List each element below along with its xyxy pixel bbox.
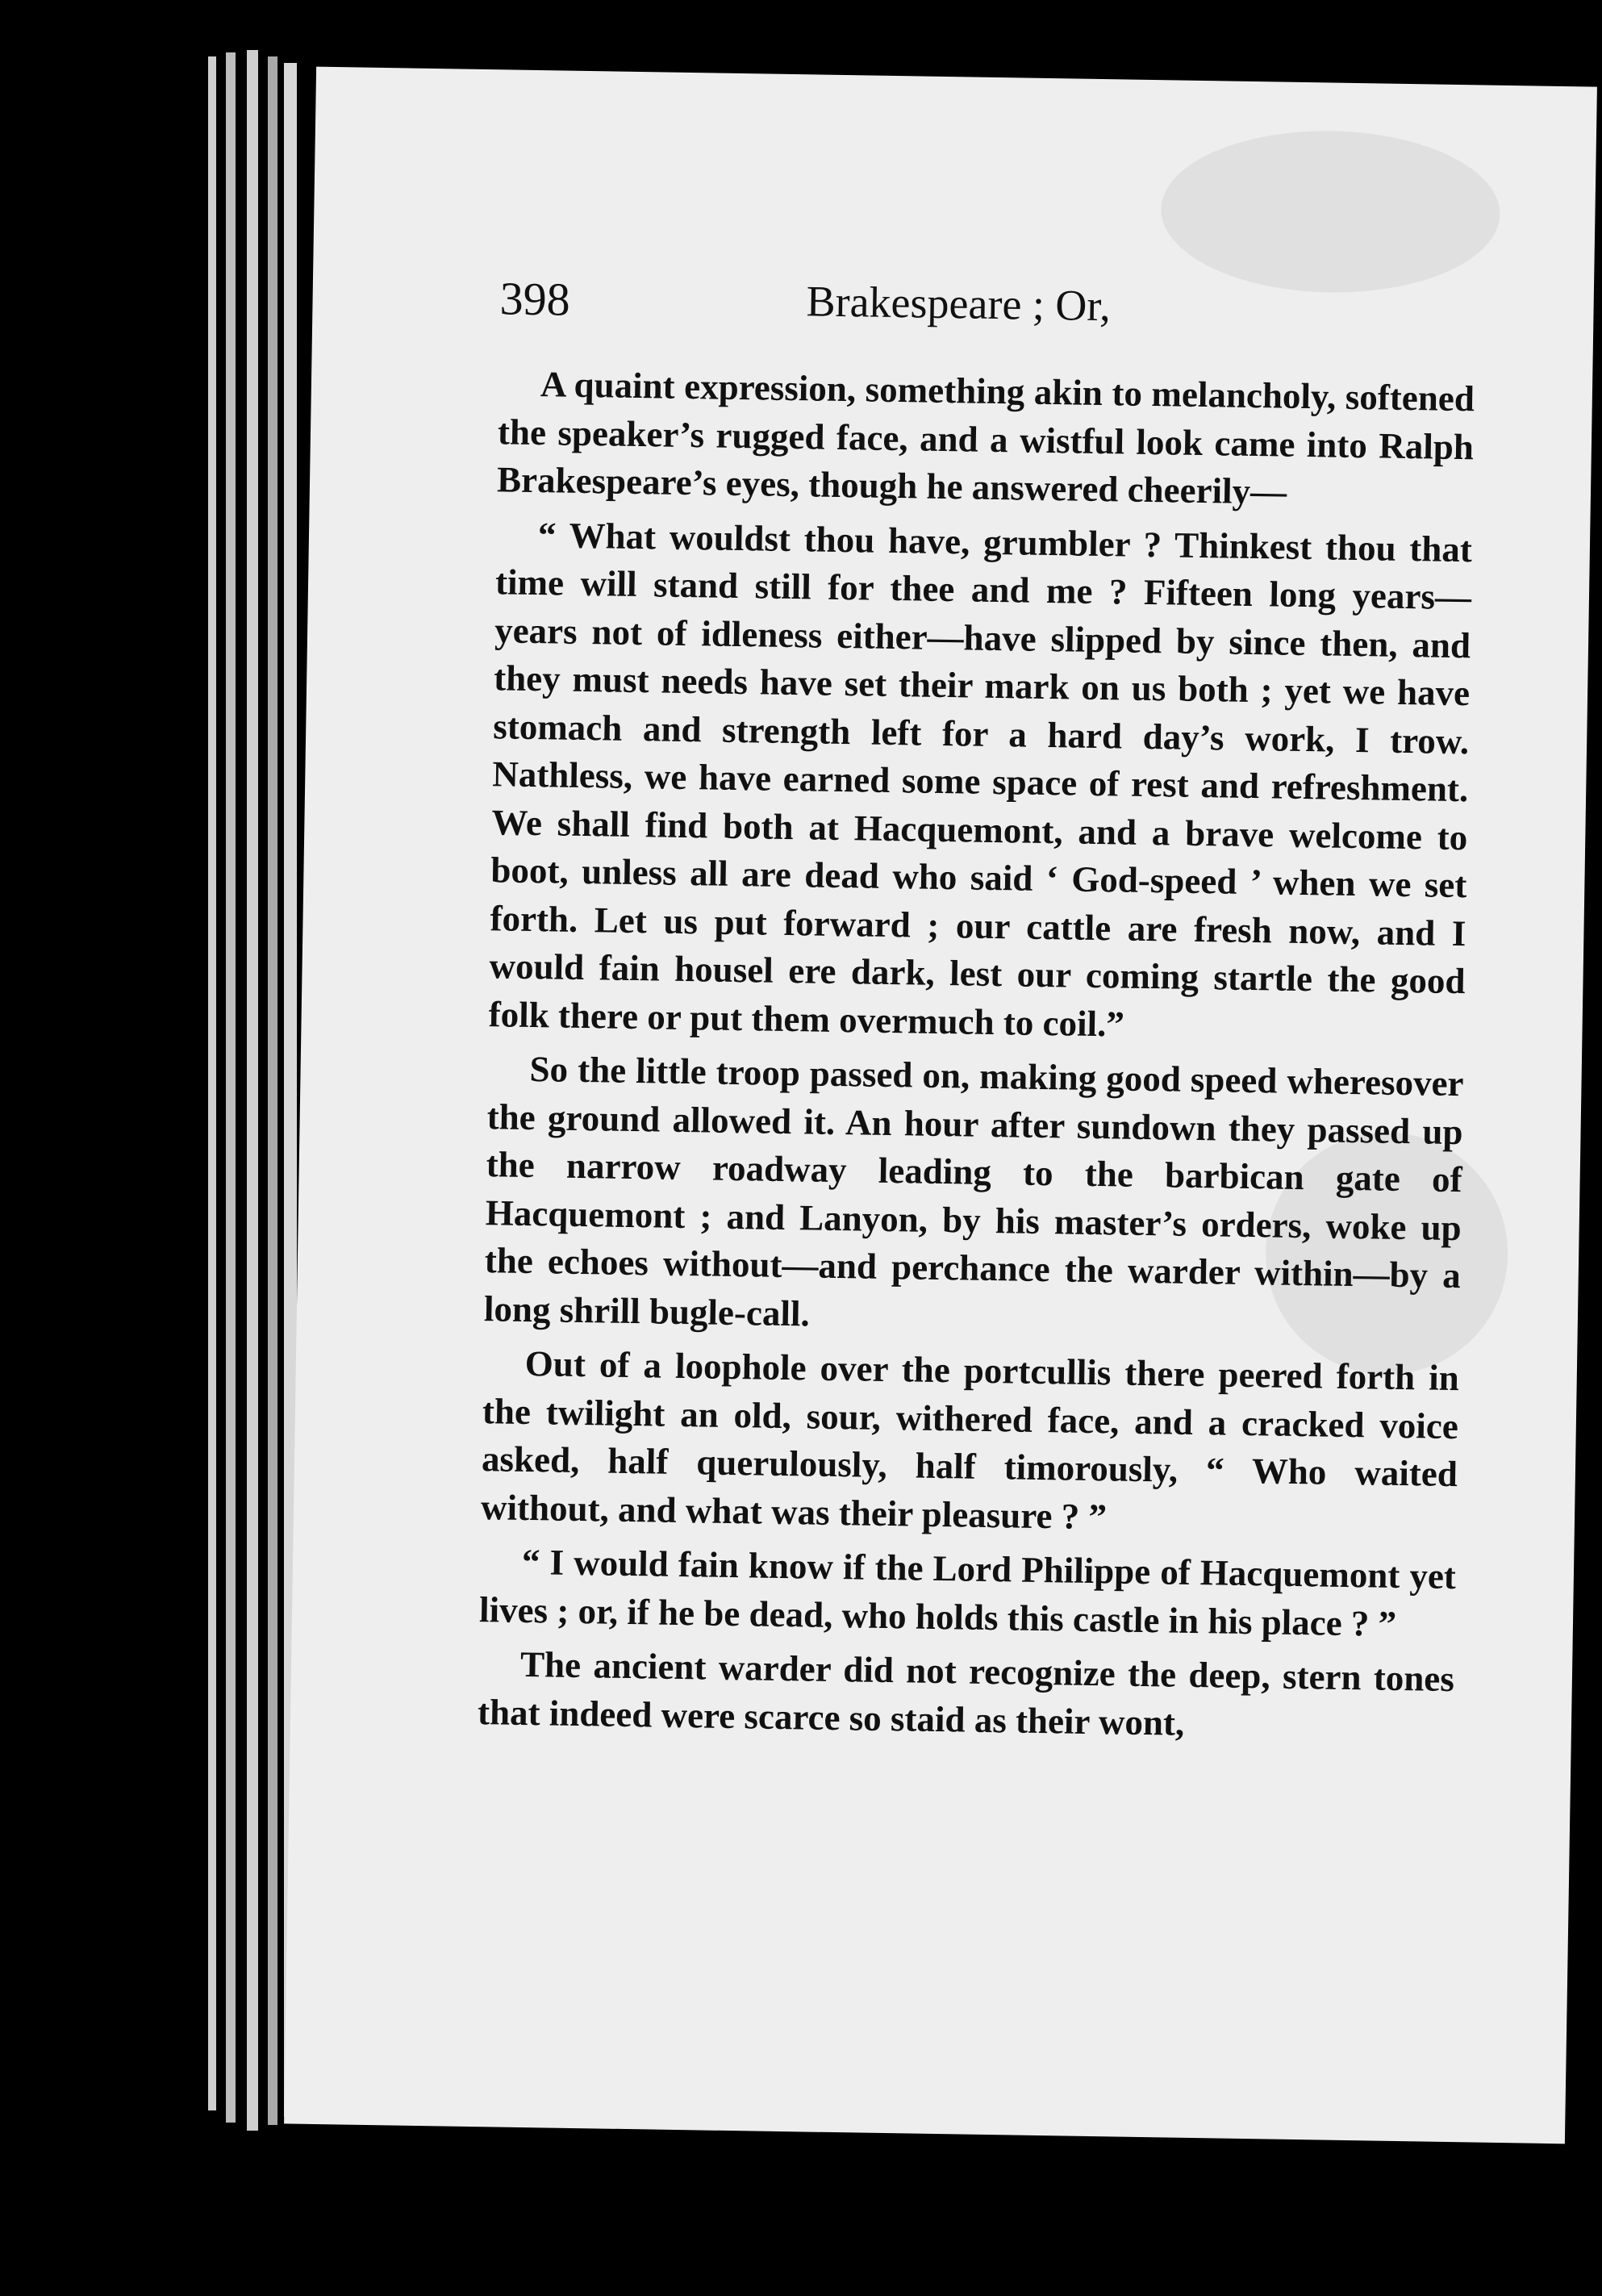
book-edge: [208, 56, 216, 2110]
paragraph: So the little troop passed on, making good speed wheresover the ground allowed it. An hour after sundown they passed up the narrow roadway leading to the barbican gate of Hacquemont ; and Lanyon, by his master’s orders, woke up the echoes without—and perchance the warder within—by a long shrill bugle-call.: [483, 1048, 1464, 1334]
book-edge: [268, 56, 277, 2125]
book-edge: [226, 52, 236, 2123]
page-stain: [1160, 128, 1501, 295]
book-edge: [247, 50, 258, 2131]
page-number: 398: [499, 272, 571, 326]
paragraph: A quaint expression, something akin to melancholy, softened the speaker’s rugged face, and a wistful look came into Ralph Brakespeare’s eyes, though he answered cheerily—: [496, 364, 1475, 512]
page-content: [478, 271, 1477, 1758]
page-header: [499, 271, 1476, 375]
paragraph: “ What wouldst thou have, grumbler ? Thinkest thou that time will stand still for thee and me ? Fifteen long years—years not of idleness either—have slipped by since then, and they must needs have set their mark on us both ; yet we have stomach and strength left for a hard day’s work, I trow. Nathless, we have earned some space of rest and refreshment. We shall find both at Hacquemont, and a brave welcome to boot, unless all are dead who said ‘ God-speed ’ when we set forth. Let us put forward ; our cattle are fresh now, and I would fain housel ere dark, lest our coming startle the good folk there or put them overmuch to coil.”: [488, 514, 1473, 1045]
running-head: Brakespeare ; Or,: [806, 277, 1112, 331]
body-text: [478, 360, 1475, 1751]
paragraph: The ancient warder did not recognize the deep, stern tones that indeed were scarce so staid as their wont,: [477, 1643, 1455, 1743]
paragraph: Out of a loophole over the portcullis there peered forth in the twilight an old, sour, withered face, and a cracked voice asked, half querulously, half timorously, “ Who waited without, and what was their pleasure ? ”: [480, 1342, 1460, 1537]
paragraph: “ I would fain know if the Lord Philippe of Hacquemont yet lives ; or, if he be dead, who holds this castle in his place ? ”: [478, 1541, 1457, 1644]
book-page: [284, 67, 1597, 2144]
